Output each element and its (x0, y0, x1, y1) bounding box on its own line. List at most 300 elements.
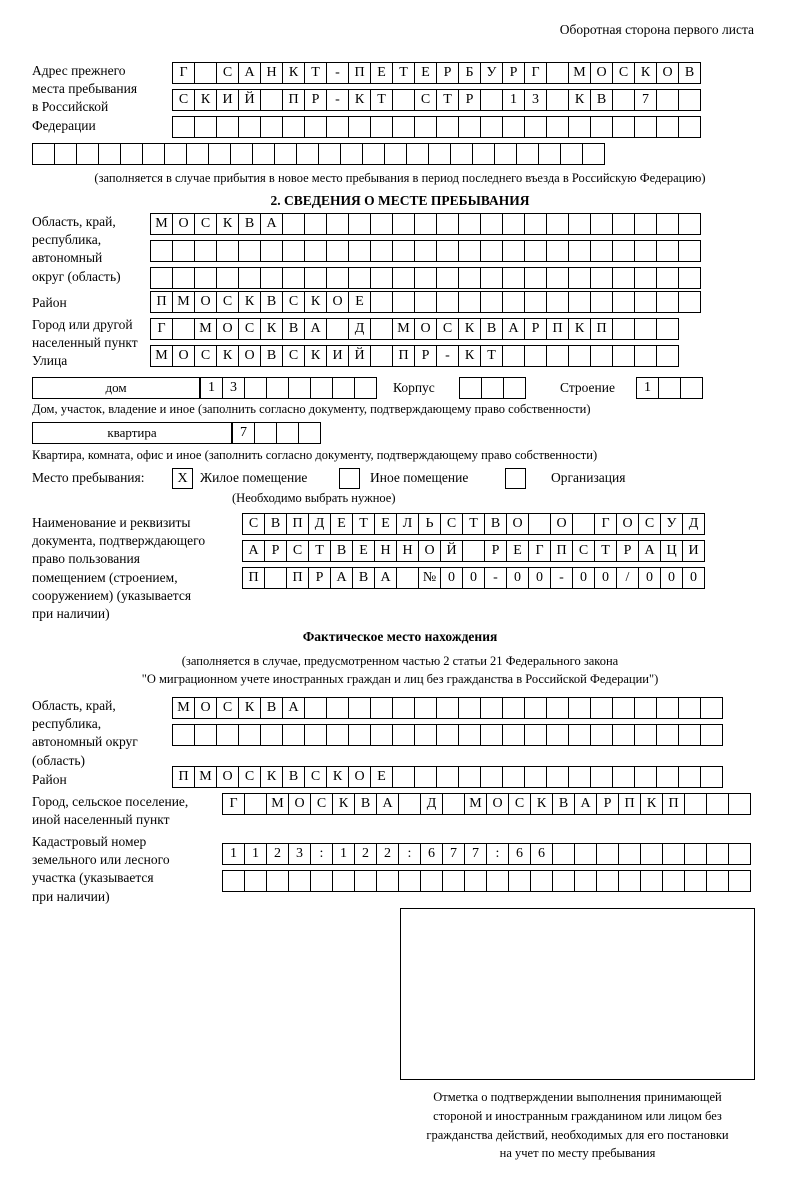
char-cell[interactable] (318, 143, 341, 165)
char-cell[interactable] (398, 793, 421, 815)
char-cell[interactable] (458, 213, 481, 235)
char-cell[interactable] (560, 143, 583, 165)
char-cell[interactable] (150, 240, 173, 262)
char-cell[interactable] (244, 870, 267, 892)
char-cell[interactable] (396, 567, 419, 589)
char-cell[interactable] (304, 267, 327, 289)
char-cell[interactable] (370, 213, 393, 235)
char-cell[interactable] (503, 377, 526, 399)
char-cell[interactable] (480, 697, 503, 719)
char-cell[interactable]: В (354, 793, 377, 815)
char-cell[interactable] (76, 143, 99, 165)
char-cell[interactable] (142, 143, 165, 165)
char-cell[interactable] (728, 793, 751, 815)
char-cell[interactable] (700, 697, 723, 719)
char-cell[interactable]: М (194, 766, 217, 788)
char-cell[interactable]: 0 (528, 567, 551, 589)
char-cell[interactable] (98, 143, 121, 165)
char-cell[interactable]: Г (528, 540, 551, 562)
char-cell[interactable] (524, 697, 547, 719)
char-cell[interactable] (706, 843, 729, 865)
char-cell[interactable] (618, 870, 641, 892)
char-cell[interactable] (486, 870, 509, 892)
char-cell[interactable] (634, 697, 657, 719)
section2-city-row[interactable] (150, 318, 678, 340)
char-cell[interactable] (524, 116, 547, 138)
char-cell[interactable] (678, 766, 701, 788)
char-cell[interactable]: О (216, 766, 239, 788)
char-cell[interactable] (304, 213, 327, 235)
char-cell[interactable] (528, 513, 551, 535)
char-cell[interactable] (590, 267, 613, 289)
char-cell[interactable]: Р (596, 793, 619, 815)
char-cell[interactable]: : (310, 843, 333, 865)
char-cell[interactable] (298, 422, 321, 444)
char-cell[interactable]: М (150, 213, 173, 235)
char-cell[interactable] (524, 213, 547, 235)
char-cell[interactable] (370, 116, 393, 138)
char-cell[interactable]: С (194, 345, 217, 367)
char-cell[interactable] (678, 240, 701, 262)
char-cell[interactable]: Й (238, 89, 261, 111)
char-cell[interactable] (640, 870, 663, 892)
char-cell[interactable]: Е (352, 540, 375, 562)
char-cell[interactable] (678, 291, 701, 313)
char-cell[interactable] (348, 724, 371, 746)
char-cell[interactable] (502, 724, 525, 746)
char-cell[interactable] (568, 291, 591, 313)
char-cell[interactable] (436, 724, 459, 746)
char-cell[interactable] (370, 697, 393, 719)
char-cell[interactable]: О (326, 291, 349, 313)
char-cell[interactable]: Д (308, 513, 331, 535)
char-cell[interactable]: Г (150, 318, 173, 340)
char-cell[interactable]: С (172, 89, 195, 111)
char-cell[interactable]: С (216, 62, 239, 84)
char-cell[interactable] (590, 213, 613, 235)
char-cell[interactable] (662, 843, 685, 865)
char-cell[interactable] (326, 213, 349, 235)
char-cell[interactable]: Й (440, 540, 463, 562)
char-cell[interactable]: - (436, 345, 459, 367)
char-cell[interactable]: В (330, 540, 353, 562)
char-cell[interactable]: С (238, 766, 261, 788)
stamp-box[interactable] (400, 908, 755, 1080)
char-cell[interactable]: Е (370, 766, 393, 788)
char-cell[interactable] (612, 291, 635, 313)
char-cell[interactable]: О (414, 318, 437, 340)
char-cell[interactable]: 0 (572, 567, 595, 589)
char-cell[interactable]: К (326, 766, 349, 788)
char-cell[interactable] (354, 870, 377, 892)
char-cell[interactable] (502, 345, 525, 367)
char-cell[interactable] (414, 267, 437, 289)
char-cell[interactable] (326, 240, 349, 262)
char-cell[interactable] (612, 318, 635, 340)
char-cell[interactable]: В (282, 766, 305, 788)
char-cell[interactable]: П (618, 793, 641, 815)
char-cell[interactable] (332, 377, 355, 399)
char-cell[interactable] (678, 89, 701, 111)
char-cell[interactable] (392, 291, 415, 313)
char-cell[interactable]: Р (304, 89, 327, 111)
char-cell[interactable] (194, 62, 217, 84)
char-cell[interactable] (260, 89, 283, 111)
char-cell[interactable]: С (414, 89, 437, 111)
section2-region-row[interactable] (150, 213, 700, 235)
char-cell[interactable]: А (330, 567, 353, 589)
char-cell[interactable] (656, 766, 679, 788)
char-cell[interactable] (392, 240, 415, 262)
char-cell[interactable] (238, 116, 261, 138)
char-cell[interactable] (502, 766, 525, 788)
prev-address-row[interactable] (172, 116, 700, 138)
char-cell[interactable] (450, 143, 473, 165)
char-cell[interactable] (216, 116, 239, 138)
char-cell[interactable] (376, 870, 399, 892)
char-cell[interactable]: О (172, 345, 195, 367)
char-cell[interactable]: П (286, 513, 309, 535)
char-cell[interactable] (572, 513, 595, 535)
char-cell[interactable] (172, 724, 195, 746)
char-cell[interactable] (288, 870, 311, 892)
char-cell[interactable] (700, 766, 723, 788)
char-cell[interactable]: 1 (244, 843, 267, 865)
char-cell[interactable]: И (682, 540, 705, 562)
char-cell[interactable] (634, 291, 657, 313)
char-cell[interactable] (458, 240, 481, 262)
char-cell[interactable] (568, 766, 591, 788)
char-cell[interactable] (546, 89, 569, 111)
char-cell[interactable]: 1 (200, 377, 223, 399)
char-cell[interactable] (164, 143, 187, 165)
char-cell[interactable]: Е (370, 62, 393, 84)
char-cell[interactable] (678, 213, 701, 235)
char-cell[interactable]: К (348, 89, 371, 111)
char-cell[interactable]: 1 (222, 843, 245, 865)
char-cell[interactable] (502, 116, 525, 138)
char-cell[interactable]: Р (264, 540, 287, 562)
char-cell[interactable] (700, 724, 723, 746)
char-cell[interactable]: А (282, 697, 305, 719)
prev-address-row[interactable] (172, 89, 700, 111)
char-cell[interactable] (656, 116, 679, 138)
char-cell[interactable] (354, 377, 377, 399)
char-cell[interactable]: 7 (232, 422, 255, 444)
char-cell[interactable] (658, 377, 681, 399)
char-cell[interactable] (442, 870, 465, 892)
char-cell[interactable]: С (572, 540, 595, 562)
char-cell[interactable]: П (392, 345, 415, 367)
char-cell[interactable]: Л (396, 513, 419, 535)
char-cell[interactable]: - (326, 62, 349, 84)
char-cell[interactable] (238, 240, 261, 262)
char-cell[interactable] (680, 377, 703, 399)
char-cell[interactable] (276, 422, 299, 444)
char-cell[interactable]: К (238, 291, 261, 313)
char-cell[interactable]: У (480, 62, 503, 84)
char-cell[interactable] (728, 843, 751, 865)
char-cell[interactable] (524, 267, 547, 289)
char-cell[interactable]: С (282, 291, 305, 313)
char-cell[interactable]: С (286, 540, 309, 562)
char-cell[interactable]: О (418, 540, 441, 562)
char-cell[interactable] (524, 240, 547, 262)
char-cell[interactable] (612, 89, 635, 111)
char-cell[interactable] (54, 143, 77, 165)
char-cell[interactable] (656, 89, 679, 111)
char-cell[interactable]: М (150, 345, 173, 367)
char-cell[interactable] (568, 345, 591, 367)
char-cell[interactable] (310, 377, 333, 399)
char-cell[interactable]: К (194, 89, 217, 111)
char-cell[interactable]: П (550, 540, 573, 562)
char-cell[interactable]: 3 (288, 843, 311, 865)
char-cell[interactable] (244, 793, 267, 815)
char-cell[interactable] (310, 870, 333, 892)
char-cell[interactable] (634, 345, 657, 367)
char-cell[interactable]: В (282, 318, 305, 340)
char-cell[interactable]: К (260, 766, 283, 788)
char-cell[interactable] (436, 240, 459, 262)
char-cell[interactable]: Р (414, 345, 437, 367)
char-cell[interactable]: Г (524, 62, 547, 84)
char-cell[interactable] (384, 143, 407, 165)
char-cell[interactable] (32, 143, 55, 165)
char-cell[interactable]: № (418, 567, 441, 589)
char-cell[interactable]: К (238, 697, 261, 719)
char-cell[interactable] (216, 724, 239, 746)
char-cell[interactable] (252, 143, 275, 165)
char-cell[interactable] (502, 697, 525, 719)
char-cell[interactable]: Р (616, 540, 639, 562)
stroenie-cells[interactable] (636, 377, 702, 399)
char-cell[interactable]: Е (506, 540, 529, 562)
char-cell[interactable]: Т (392, 62, 415, 84)
char-cell[interactable] (524, 766, 547, 788)
char-cell[interactable] (238, 267, 261, 289)
char-cell[interactable] (480, 89, 503, 111)
char-cell[interactable]: С (242, 513, 265, 535)
char-cell[interactable] (370, 318, 393, 340)
char-cell[interactable] (282, 724, 305, 746)
actual-city-row[interactable] (222, 793, 750, 815)
char-cell[interactable] (634, 267, 657, 289)
char-cell[interactable] (458, 116, 481, 138)
checkbox-organizaciya[interactable] (505, 468, 526, 489)
char-cell[interactable] (414, 766, 437, 788)
char-cell[interactable]: В (352, 567, 375, 589)
char-cell[interactable] (634, 318, 657, 340)
char-cell[interactable] (634, 766, 657, 788)
char-cell[interactable]: О (590, 62, 613, 84)
char-cell[interactable]: Г (172, 62, 195, 84)
char-cell[interactable] (414, 291, 437, 313)
char-cell[interactable] (684, 843, 707, 865)
char-cell[interactable] (266, 870, 289, 892)
char-cell[interactable] (502, 213, 525, 235)
char-cell[interactable]: Д (682, 513, 705, 535)
char-cell[interactable] (348, 240, 371, 262)
char-cell[interactable]: П (150, 291, 173, 313)
char-cell[interactable] (612, 697, 635, 719)
char-cell[interactable]: В (238, 213, 261, 235)
char-cell[interactable] (524, 291, 547, 313)
char-cell[interactable]: М (464, 793, 487, 815)
char-cell[interactable] (288, 377, 311, 399)
char-cell[interactable]: К (640, 793, 663, 815)
char-cell[interactable]: К (332, 793, 355, 815)
char-cell[interactable]: С (612, 62, 635, 84)
char-cell[interactable] (574, 843, 597, 865)
char-cell[interactable] (459, 377, 482, 399)
char-cell[interactable] (546, 291, 569, 313)
char-cell[interactable] (568, 724, 591, 746)
char-cell[interactable] (502, 267, 525, 289)
char-cell[interactable] (392, 89, 415, 111)
korpus-cells[interactable] (459, 377, 525, 399)
char-cell[interactable]: Е (330, 513, 353, 535)
char-cell[interactable] (414, 116, 437, 138)
char-cell[interactable] (640, 843, 663, 865)
char-cell[interactable] (656, 267, 679, 289)
char-cell[interactable]: П (546, 318, 569, 340)
char-cell[interactable] (120, 143, 143, 165)
char-cell[interactable]: Й (348, 345, 371, 367)
char-cell[interactable] (634, 724, 657, 746)
char-cell[interactable] (282, 267, 305, 289)
char-cell[interactable] (266, 377, 289, 399)
char-cell[interactable] (546, 213, 569, 235)
char-cell[interactable] (348, 116, 371, 138)
char-cell[interactable]: В (480, 318, 503, 340)
char-cell[interactable]: О (656, 62, 679, 84)
char-cell[interactable]: 0 (660, 567, 683, 589)
char-cell[interactable] (612, 240, 635, 262)
char-cell[interactable]: В (552, 793, 575, 815)
char-cell[interactable]: М (266, 793, 289, 815)
section2-region-row[interactable] (150, 240, 700, 262)
char-cell[interactable] (472, 143, 495, 165)
char-cell[interactable] (370, 267, 393, 289)
char-cell[interactable]: К (530, 793, 553, 815)
char-cell[interactable] (546, 766, 569, 788)
char-cell[interactable] (480, 116, 503, 138)
char-cell[interactable]: К (458, 318, 481, 340)
char-cell[interactable]: Р (308, 567, 331, 589)
char-cell[interactable] (678, 267, 701, 289)
char-cell[interactable] (596, 843, 619, 865)
char-cell[interactable] (612, 724, 635, 746)
char-cell[interactable] (656, 345, 679, 367)
char-cell[interactable]: П (590, 318, 613, 340)
char-cell[interactable]: К (216, 345, 239, 367)
char-cell[interactable] (612, 345, 635, 367)
section2-region-row[interactable] (150, 267, 700, 289)
char-cell[interactable] (538, 143, 561, 165)
char-cell[interactable]: О (616, 513, 639, 535)
char-cell[interactable] (480, 240, 503, 262)
char-cell[interactable]: Б (458, 62, 481, 84)
actual-district-row[interactable] (172, 766, 722, 788)
char-cell[interactable] (244, 377, 267, 399)
char-cell[interactable]: С (194, 213, 217, 235)
char-cell[interactable] (282, 240, 305, 262)
char-cell[interactable] (150, 267, 173, 289)
char-cell[interactable] (480, 267, 503, 289)
char-cell[interactable] (590, 116, 613, 138)
char-cell[interactable]: С (440, 513, 463, 535)
char-cell[interactable] (552, 843, 575, 865)
char-cell[interactable]: С (216, 697, 239, 719)
char-cell[interactable] (546, 62, 569, 84)
char-cell[interactable]: И (326, 345, 349, 367)
char-cell[interactable]: Д (348, 318, 371, 340)
char-cell[interactable] (590, 240, 613, 262)
char-cell[interactable] (656, 697, 679, 719)
char-cell[interactable] (656, 213, 679, 235)
char-cell[interactable]: О (172, 213, 195, 235)
char-cell[interactable] (684, 870, 707, 892)
char-cell[interactable] (612, 766, 635, 788)
char-cell[interactable] (274, 143, 297, 165)
char-cell[interactable] (502, 291, 525, 313)
char-cell[interactable] (172, 318, 195, 340)
char-cell[interactable]: Т (352, 513, 375, 535)
char-cell[interactable] (222, 870, 245, 892)
char-cell[interactable]: В (678, 62, 701, 84)
char-cell[interactable] (340, 143, 363, 165)
char-cell[interactable]: А (502, 318, 525, 340)
char-cell[interactable] (530, 870, 553, 892)
char-cell[interactable] (230, 143, 253, 165)
char-cell[interactable]: 1 (636, 377, 659, 399)
char-cell[interactable]: П (242, 567, 265, 589)
char-cell[interactable]: А (374, 567, 397, 589)
char-cell[interactable] (656, 318, 679, 340)
char-cell[interactable] (481, 377, 504, 399)
char-cell[interactable]: О (486, 793, 509, 815)
char-cell[interactable] (480, 291, 503, 313)
char-cell[interactable] (414, 213, 437, 235)
char-cell[interactable] (546, 724, 569, 746)
char-cell[interactable] (304, 240, 327, 262)
section2-district-row[interactable] (150, 291, 700, 313)
char-cell[interactable] (260, 267, 283, 289)
char-cell[interactable]: Ь (418, 513, 441, 535)
char-cell[interactable] (194, 724, 217, 746)
char-cell[interactable] (502, 240, 525, 262)
char-cell[interactable]: А (260, 213, 283, 235)
char-cell[interactable]: 1 (332, 843, 355, 865)
cadastral-row[interactable] (222, 870, 750, 892)
char-cell[interactable] (612, 116, 635, 138)
char-cell[interactable] (546, 240, 569, 262)
char-cell[interactable] (370, 291, 393, 313)
char-cell[interactable]: К (216, 213, 239, 235)
char-cell[interactable] (436, 291, 459, 313)
cadastral-row[interactable] (222, 843, 750, 865)
char-cell[interactable] (326, 318, 349, 340)
char-cell[interactable]: В (484, 513, 507, 535)
char-cell[interactable] (582, 143, 605, 165)
char-cell[interactable] (392, 267, 415, 289)
char-cell[interactable]: Н (374, 540, 397, 562)
char-cell[interactable]: С (310, 793, 333, 815)
char-cell[interactable] (254, 422, 277, 444)
dom-cells[interactable] (200, 377, 376, 399)
char-cell[interactable] (326, 116, 349, 138)
